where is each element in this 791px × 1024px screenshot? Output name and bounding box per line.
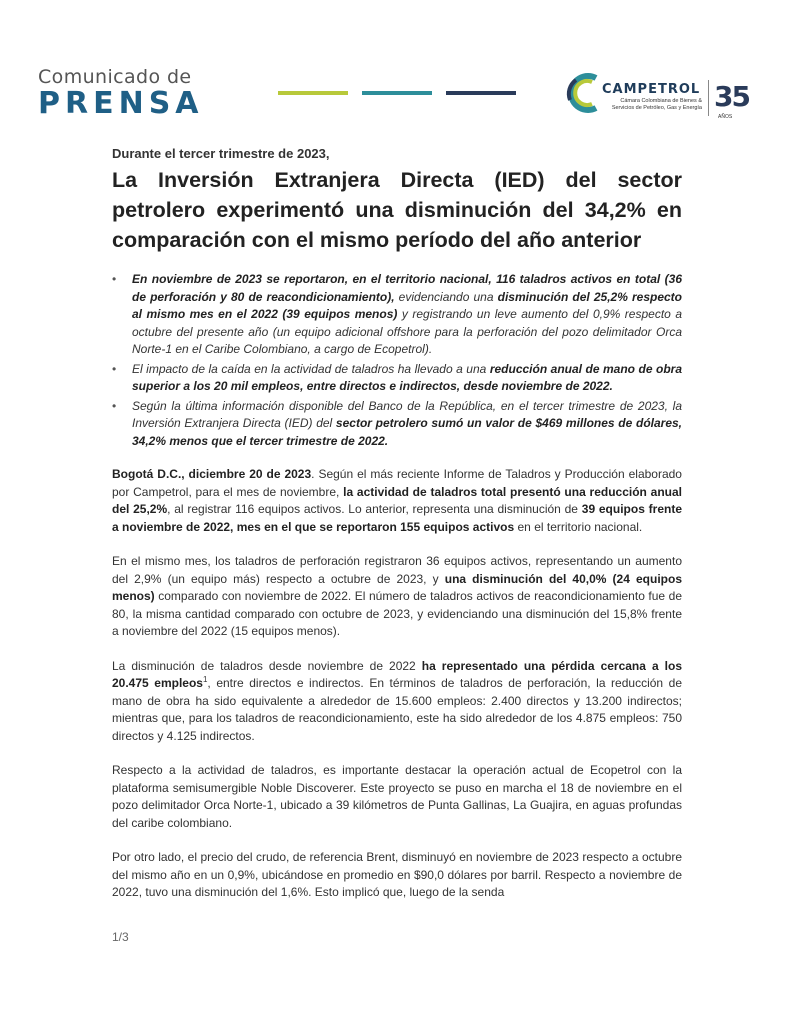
text-run: El impacto de la caída en la actividad de taladros ha llevado a una: [132, 361, 490, 376]
text-run: Según la última información disponible del Banco de la República, en el tercer trimestre de 2023, la Inversión Extranjera Directa (IED) del: [132, 398, 682, 430]
text-run: . Según el más reciente Informe de Taladros y Producción elaborado por Campetrol, para el mes de noviembre,: [112, 467, 682, 499]
highlight-item: [112, 398, 682, 451]
bold-text: En noviembre de 2023 se reportaron, en el territorio nacional, 116 taladros activos en total (36 de perforación y 80 de reacondicionamiento),: [132, 272, 682, 304]
anniversary-number: 35: [714, 80, 749, 113]
header-line-2: PRENSA: [38, 86, 204, 121]
highlights-list: [112, 271, 682, 450]
text-run: evidenciando una: [394, 289, 498, 304]
bold-text: reducción anual de mano de obra superior a los 20 mil empleos, entre directos e indirectos, desde noviembre de 2022.: [132, 361, 682, 393]
bold-text: la actividad de taladros total presentó una reducción anual del 25,2%: [112, 484, 682, 516]
bold-text: una disminución del 40,0% (24 equipos menos): [112, 571, 682, 603]
highlight-item: [112, 361, 682, 396]
text-run: comparado con noviembre de 2022. El número de taladros activos de reacondicionamiento fue de 80, la misma cantidad comparado con octubre de 2023, y evidenciando una disminución del 15,8% frente a noviembre del 2022 (15 equipos menos).: [112, 589, 682, 638]
body-paragraph: [112, 466, 682, 536]
body-paragraph: [112, 553, 682, 641]
logo-name: CAMPETROL: [602, 82, 701, 97]
page-number: 1/3: [112, 930, 129, 944]
decorative-stripe-teal: [362, 91, 432, 95]
campetrol-logo: [562, 70, 757, 124]
body-paragraph: [112, 658, 682, 746]
text-run: en el territorio nacional.: [514, 519, 643, 534]
body-paragraph: [112, 762, 682, 832]
highlight-item: [112, 271, 682, 359]
anniversary-label: AÑOS: [718, 114, 733, 120]
footnote-marker: 1: [202, 675, 208, 684]
header-line-1: Comunicado de: [38, 66, 192, 88]
body-paragraph: [112, 849, 682, 902]
text-run: y registrando un leve aumento del 0,9% respecto a octubre del presente año (un equipo adicional offshore para la perforación del pozo delimitador Orca Norte-1 en el Caribe Colombiano, a cargo de Ecopetrol).: [132, 307, 682, 356]
text-run: Por otro lado, el precio del crudo, de referencia Brent, disminuyó en noviembre de 2023 respecto a octubre del mismo año en un 0,9%, ubicándose en promedio en $90,0 dólares por barril. Respecto a noviembre de 2022, tuvo una disminución del 1,6%. Esto implicó que, luego de la senda: [112, 850, 682, 899]
kicker: Durante el tercer trimestre de 2023,: [112, 146, 330, 161]
text-run: , entre directos e indirectos. En términos de taladros de perforación, la reducción de mano de obra ha sido equivalente a alrededor de 15.600 empleos: 2.400 directos y 13.200 indirectos; mientras que, para los taladros de reacondicionamiento, este ha sido alrededor de los 4.875 empleos: 750 directos y 4.125 indirectos.: [112, 676, 683, 743]
decorative-stripe-navy: [446, 91, 516, 95]
logo-divider: [708, 80, 709, 116]
press-release-title: [38, 66, 204, 121]
decorative-stripe-green: [278, 91, 348, 95]
text-run: En el mismo mes, los taladros de perforación registraron 36 equipos activos, representando un aumento del 2,9% (un equipo más) respecto a octubre de 2023, y: [112, 554, 682, 586]
bold-text: disminución del 25,2% respecto al mismo mes en el 2022 (39 equipos menos): [132, 289, 683, 321]
text-run: , al registrar 116 equipos activos. Lo anterior, representa una disminución de: [167, 502, 582, 516]
article-content: [112, 146, 682, 919]
bold-text: Bogotá D.C., diciembre 20 de 2023: [112, 467, 312, 481]
text-run: La disminución de taladros desde noviembre de 2022: [112, 658, 422, 673]
bold-text: ha representado una pérdida cercana a los 20.475 empleos: [112, 658, 683, 690]
bold-text: sector petrolero sumó un valor de $469 millones de dólares, 34,2% menos que el tercer trimestre de 2022.: [132, 416, 683, 448]
bold-text: 39 equipos frente a noviembre de 2022, mes en el que se reportaron 155 equipos activos: [112, 502, 683, 534]
campetrol-c-icon: [562, 70, 606, 116]
logo-subtitle: Cámara Colombiana de Bienes & Servicios de Petróleo, Gas y Energía: [611, 98, 702, 111]
headline: La Inversión Extranjera Directa (IED) del sector petrolero experimentó una disminución del 34,2% en comparación con el mismo período del año anterior: [112, 168, 682, 252]
text-run: Respecto a la actividad de taladros, es importante destacar la operación actual de Ecopetrol con la plataforma semisumergible Noble Discoverer. Este proyecto se puso en marcha el 18 de noviembre en el pozo delimitador Orca Norte-1, ubicado a 39 kilómetros de Punta Gallinas, La Guajira, en aguas profundas del caribe colombiano.: [112, 763, 682, 830]
